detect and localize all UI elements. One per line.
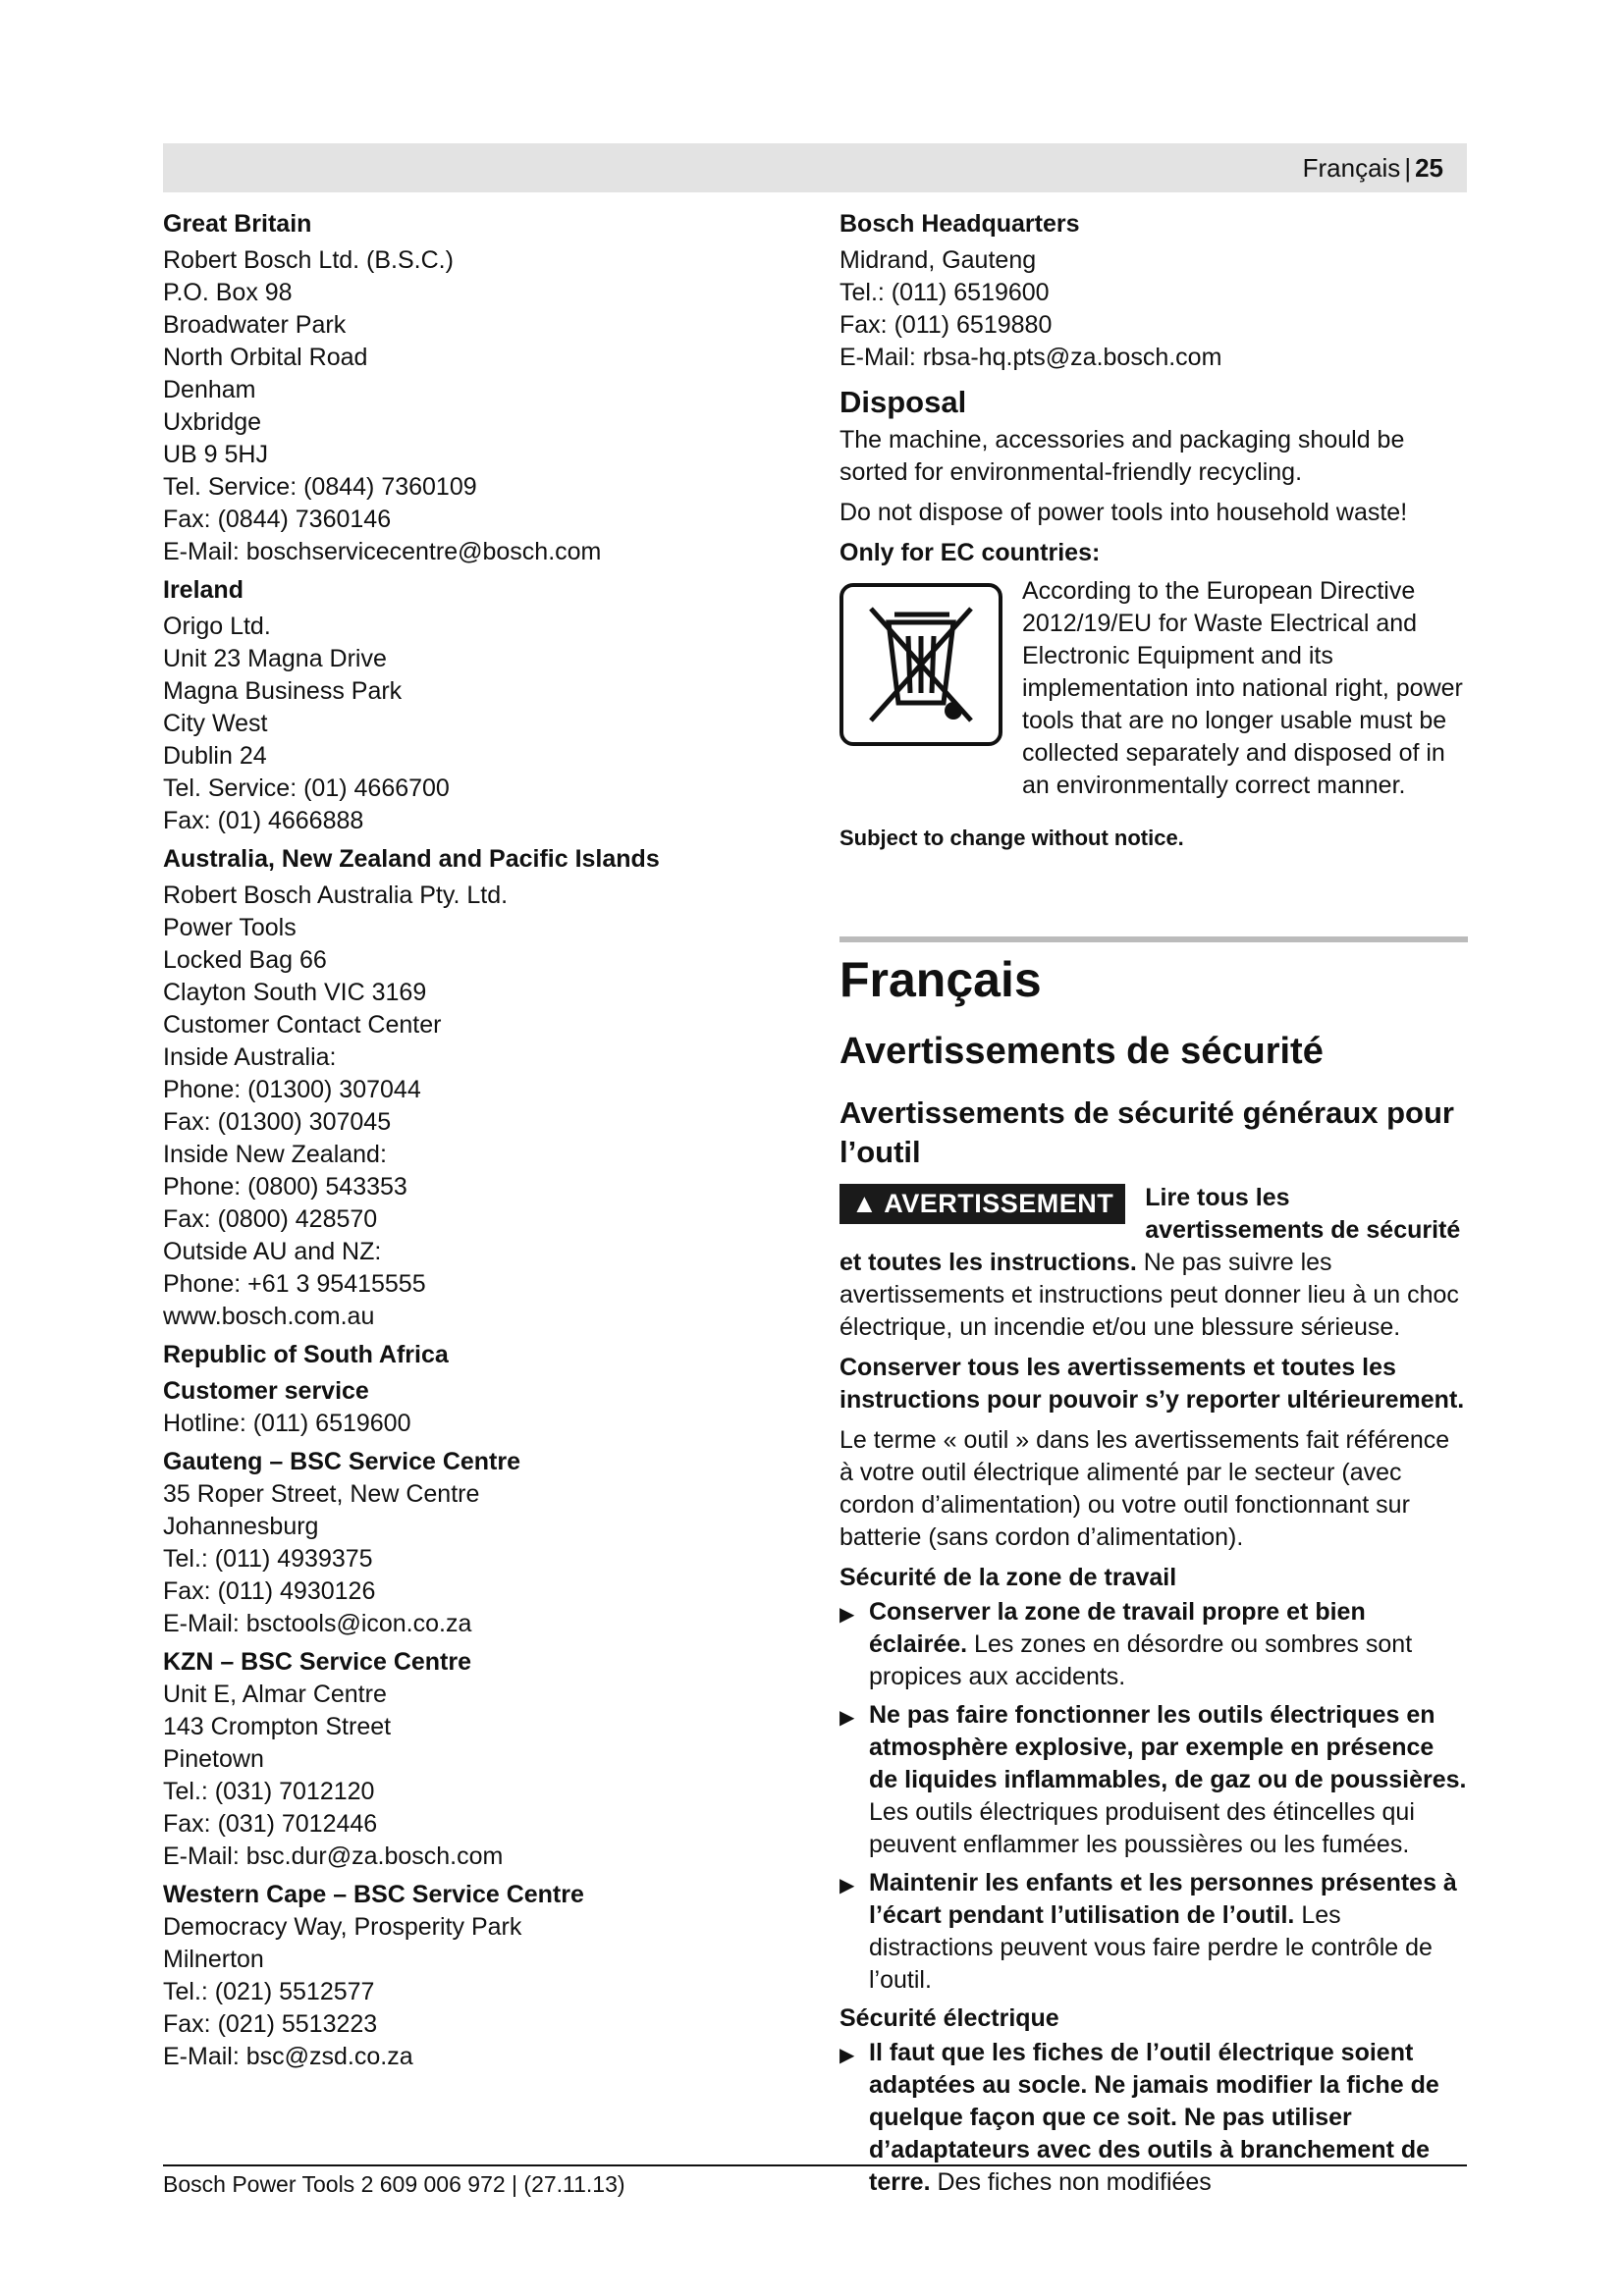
bullet-body (869, 2037, 1468, 2199)
warning-label: AVERTISSEMENT (884, 1189, 1114, 1218)
address-line: Democracy Way, Prosperity Park (163, 1913, 522, 1941)
right-column (839, 208, 1468, 2205)
ireland-title: Ireland (163, 576, 244, 604)
gauteng-title: Gauteng – BSC Service Centre (163, 1448, 521, 1475)
left-column (163, 208, 762, 2079)
address-line: Unit E, Almar Centre (163, 1681, 387, 1708)
warning-bold-text: Lire tous les avertissements de sécurité et toutes les instructions. (839, 1184, 1461, 1276)
disposal-title: Disposal (839, 385, 967, 419)
bullet-text: Des fiches non modifiées (930, 2168, 1212, 2196)
great-britain-title: Great Britain (163, 210, 312, 238)
address-line: Tel.: (031) 7012120 (163, 1778, 375, 1805)
address-line: Tel. Service: (01) 4666700 (163, 774, 450, 802)
warning-paragraph (839, 1182, 1468, 1344)
address-line: Robert Bosch Australia Pty. Ltd. (163, 881, 509, 909)
address-line: Fax: (021) 5513223 (163, 2010, 378, 2038)
footer-rule (163, 2164, 1467, 2166)
disposal-paragraph-1: The machine, accessories and packaging should be sorted for environmental-friendly recycling. (839, 426, 1405, 486)
bullet-body (869, 1596, 1468, 1693)
safety-warnings-heading: Avertissements de sécurité (839, 1031, 1324, 1072)
address-line: Pinetown (163, 1745, 264, 1773)
page-number: 25 (1415, 153, 1443, 183)
terme-paragraph: Le terme « outil » dans les avertissements fait référence à votre outil électrique alimenté par le secteur (avec cordon d’alimentation) ou votre outil fonctionnant sur batterie (sans cordon d’alimentation). (839, 1426, 1450, 1551)
address-line: Power Tools (163, 914, 297, 941)
address-line: E-Mail: bsc@zsd.co.za (163, 2043, 413, 2070)
bullet-text: Les zones en désordre ou sombres sont propices aux accidents. (869, 1630, 1413, 1690)
address-line: North Orbital Road (163, 344, 368, 371)
bullet-item (839, 1596, 1468, 1693)
headquarters-title: Bosch Headquarters (839, 210, 1080, 238)
bullet-bold-text: Maintenir les enfants et les personnes présentes à l’écart pendant l’utilisation de l’outil. (869, 1869, 1457, 1929)
australia-lines (163, 880, 762, 1333)
address-line: 35 Roper Street, New Centre (163, 1480, 480, 1508)
address-line: Fax: (011) 4930126 (163, 1577, 376, 1605)
bullet-item (839, 2037, 1468, 2199)
page-header (163, 143, 1467, 192)
address-line: City West (163, 710, 268, 737)
kzn-title: KZN – BSC Service Centre (163, 1648, 472, 1676)
address-line: Midrand, Gauteng (839, 246, 1037, 274)
address-line: Locked Bag 66 (163, 946, 327, 974)
south-africa-title: Republic of South Africa (163, 1341, 449, 1368)
address-line: E-Mail: bsctools@icon.co.za (163, 1610, 472, 1637)
section-divider (839, 936, 1468, 942)
address-line: www.bosch.com.au (163, 1303, 375, 1330)
gauteng-lines (163, 1478, 762, 1640)
address-line: Uxbridge (163, 408, 262, 436)
south-africa-block (163, 1339, 762, 2073)
warning-badge (839, 1184, 1125, 1224)
address-line: Fax: (0800) 428570 (163, 1205, 378, 1233)
address-line: Fax: (01300) 307045 (163, 1108, 392, 1136)
address-line: UB 9 5HJ (163, 441, 268, 468)
australia-title: Australia, New Zealand and Pacific Islands (163, 845, 660, 873)
australia-block (163, 843, 762, 1333)
warning-triangle-icon: ▲ (851, 1189, 879, 1218)
address-line: Tel. Service: (0844) 7360109 (163, 473, 477, 501)
bullet-arrow-icon: ▶ (839, 1707, 855, 1729)
address-line: Robert Bosch Ltd. (B.S.C.) (163, 246, 454, 274)
customer-service-title: Customer service (163, 1377, 369, 1405)
bullet-body (869, 1699, 1468, 1861)
address-line: Outside AU and NZ: (163, 1238, 382, 1265)
general-warnings-heading: Avertissements de sécurité généraux pour l’outil (839, 1095, 1454, 1169)
electrical-bullets (839, 2037, 1468, 2199)
address-line: Fax: (01) 4666888 (163, 807, 364, 834)
address-line: Phone: (0800) 543353 (163, 1173, 407, 1201)
address-line: E-Mail: bsc.dur@za.bosch.com (163, 1842, 504, 1870)
address-line: P.O. Box 98 (163, 279, 293, 306)
disposal-paragraph-2: Do not dispose of power tools into household waste! (839, 499, 1408, 526)
address-line: Fax: (011) 6519880 (839, 311, 1053, 339)
address-line: Phone: (01300) 307044 (163, 1076, 421, 1103)
kzn-lines (163, 1679, 762, 1873)
bullet-bold-text: Il faut que les fiches de l’outil électrique soient adaptées au socle. Ne jamais modifier la fiche de quelque façon que ce soit. Ne pas utiliser d’adaptateurs avec des outils à branchement de terre. (869, 2039, 1439, 2196)
francais-title: Français (839, 952, 1042, 1007)
weee-row (839, 575, 1468, 802)
address-line: Phone: +61 3 95415555 (163, 1270, 426, 1298)
bullet-item (839, 1867, 1468, 1997)
bullet-arrow-icon: ▶ (839, 1604, 855, 1626)
address-line: Unit 23 Magna Drive (163, 645, 387, 672)
address-line: Tel.: (011) 6519600 (839, 279, 1050, 306)
bullet-text: Les distractions peuvent vous faire perdre le contrôle de l’outil. (869, 1901, 1433, 1994)
footer-text: Bosch Power Tools 2 609 006 972 | (27.11.13) (163, 2171, 625, 2197)
western-cape-lines (163, 1911, 762, 2073)
crossed-bin-icon (839, 583, 1002, 746)
address-line: Inside New Zealand: (163, 1141, 387, 1168)
bullet-bold-text: Conserver la zone de travail propre et bien éclairée. (869, 1598, 1366, 1658)
address-line: Broadwater Park (163, 311, 347, 339)
address-line: Hotline: (011) 6519600 (163, 1410, 411, 1437)
bullet-bold-text: Ne pas faire fonctionner les outils électriques en atmosphère explosive, par exemple en présence de liquides inflammables, de gaz ou de poussières. (869, 1701, 1467, 1793)
headquarters-lines (839, 244, 1468, 374)
electrical-title: Sécurité électrique (839, 2004, 1059, 2032)
address-line: Clayton South VIC 3169 (163, 979, 427, 1006)
weee-directive-text: According to the European Directive 2012/19/EU for Waste Electrical and Electronic Equipment and its implementation into national right, power tools that are no longer usable must be collected separately and disposed of in an environmentally correct manner. (1022, 577, 1463, 799)
bullet-body (869, 1867, 1468, 1997)
address-line: Johannesburg (163, 1513, 319, 1540)
address-line: Dublin 24 (163, 742, 267, 770)
ireland-block (163, 574, 762, 837)
address-line: Inside Australia: (163, 1043, 337, 1071)
header-text (1303, 153, 1443, 184)
western-cape-title: Western Cape – BSC Service Centre (163, 1881, 584, 1908)
headquarters-block (839, 208, 1468, 374)
keep-instructions: Conserver tous les avertissements et toutes les instructions pour pouvoir s’y reporter ultérieurement. (839, 1354, 1465, 1414)
bullet-arrow-icon: ▶ (839, 1875, 855, 1896)
address-line: Fax: (0844) 7360146 (163, 506, 392, 533)
address-line: Milnerton (163, 1946, 264, 1973)
customer-service-lines (163, 1408, 762, 1440)
subject-to-change: Subject to change without notice. (839, 826, 1184, 850)
address-line: Origo Ltd. (163, 613, 271, 640)
address-line: Tel.: (021) 5512577 (163, 1978, 375, 2005)
address-line: 143 Crompton Street (163, 1713, 392, 1740)
bullet-text: Les outils électriques produisent des étincelles qui peuvent enflammer les poussières ou les fumées. (869, 1798, 1415, 1858)
address-line: Tel.: (011) 4939375 (163, 1545, 373, 1573)
work-area-bullets (839, 1596, 1468, 1997)
great-britain-lines (163, 244, 762, 568)
warning-text: Ne pas suivre les avertissements et instructions peut donner lieu à un choc électrique, un incendie et/ou une blessure sérieuse. (839, 1249, 1459, 1341)
address-line: Magna Business Park (163, 677, 403, 705)
bullet-arrow-icon: ▶ (839, 2045, 855, 2066)
bullet-item (839, 1699, 1468, 1861)
address-line: Denham (163, 376, 256, 403)
ireland-lines (163, 611, 762, 837)
address-line: Customer Contact Center (163, 1011, 442, 1039)
header-language: Français (1302, 153, 1401, 183)
address-line: E-Mail: boschservicecentre@bosch.com (163, 538, 602, 565)
address-line: Fax: (031) 7012446 (163, 1810, 378, 1838)
great-britain-block (163, 208, 762, 568)
header-separator: | (1404, 153, 1412, 183)
address-line: E-Mail: rbsa-hq.pts@za.bosch.com (839, 344, 1222, 371)
work-area-title: Sécurité de la zone de travail (839, 1564, 1177, 1591)
ec-countries-title: Only for EC countries: (839, 539, 1101, 566)
